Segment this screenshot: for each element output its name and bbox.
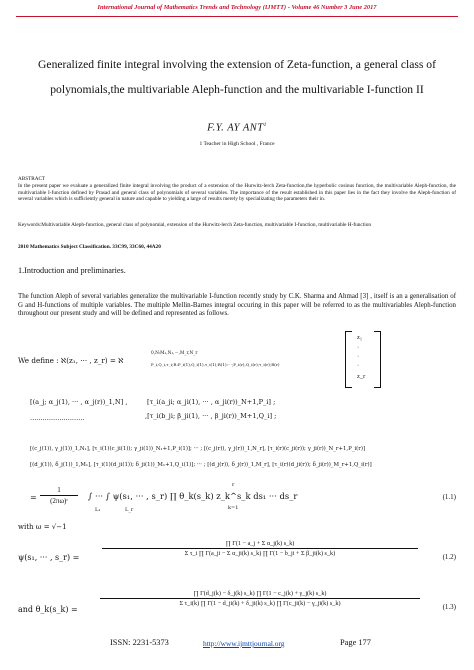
paper-title bbox=[18, 52, 456, 102]
definition-text: We define : ℵ(z₁, ··· , z_r) = ℵ bbox=[18, 356, 124, 365]
eq-1-1-body: ∫ ··· ∫ ψ(s₁, ··· , s_r) ∏ θ_k(s_k) z_k^s_k ds₁ ··· ds_r bbox=[88, 491, 298, 501]
eq-1-1-product-lower: k=1 bbox=[228, 505, 239, 511]
fraction-bar bbox=[102, 548, 418, 549]
vector-dot: · bbox=[357, 362, 360, 369]
vector-top: z₁ bbox=[357, 334, 363, 341]
param-row-2-right: ,[τ_i(b_ji; β_ji(1), ··· , β_ji(r))_M+1,Q_i] ; bbox=[145, 412, 277, 420]
author-name bbox=[0, 122, 474, 134]
section-heading: 1.Introduction and preliminaries. bbox=[18, 266, 126, 275]
abstract-text: In the present paper we evaluate a generalized finite integral involving the product of a extension of the Hurwitz-lerch Zeta-function,the hyperbolic cosinus function, the multivariable Aleph-function, the multivariable I-function defined by Prasad and general class of polynomials of several variables. The importance of the result established in this paper lies in the fact they involve the Aleph-function of several variables which is sufficiently general in nature and capable to yielding a large of results merely by specializating the parameters their in. bbox=[18, 183, 456, 203]
author-superscript: 1 bbox=[263, 122, 267, 128]
fraction-bar bbox=[100, 598, 420, 599]
vector-left-bracket bbox=[345, 331, 352, 388]
eq-1-1-coef-numerator: 1 bbox=[57, 486, 61, 494]
eq-1-2-lhs: ψ(s₁, ··· , s_r) = bbox=[18, 553, 80, 562]
eq-1-2-denominator: Σ τ_i ∏ Γ(a_ji − Σ α_ji(k) s_k) ∏ Γ(1 − b_ji + Σ β_ji(k) s_k) bbox=[184, 550, 336, 557]
eq-1-1-lower-limit-1: L₁ bbox=[95, 507, 101, 513]
paper-title-line-2: polynomials,the multivariable Aleph-function and the multivariable I-function II bbox=[50, 83, 424, 96]
eq-1-1-coef-denominator: (2πω)ʳ bbox=[50, 497, 68, 505]
eq-1-3-fraction bbox=[100, 590, 420, 607]
eq-1-2-numerator: ∏ Γ(1 − a_j + Σ α_j(k) s_k) bbox=[225, 540, 295, 547]
equation-number-1-3: (1.3) bbox=[442, 603, 456, 611]
variable-vector bbox=[345, 331, 381, 386]
footer-page-number: Page 177 bbox=[340, 638, 371, 647]
eq-1-3-numerator: ∏ Γ(d_j(k) − δ_j(k) s_k) ∏ Γ(1 − c_j(k) + γ_j(k) s_k) bbox=[193, 590, 327, 597]
footer-website-link[interactable]: http://www.ijmttjournal.org bbox=[203, 639, 285, 648]
param-row-1-left: [(a_j; α_j(1), ··· , α_j(r))_1,N] , bbox=[30, 398, 128, 406]
eq-1-1-coefficient bbox=[40, 486, 78, 505]
param-row-2-left: .......................... bbox=[30, 414, 85, 422]
equation-number-1-1: (1.1) bbox=[442, 493, 456, 501]
eq-1-1-product-upper: r bbox=[232, 482, 235, 488]
eq-1-3-lhs: and θ_k(s_k) = bbox=[18, 605, 78, 614]
footer-issn: ISSN: 2231-5373 bbox=[110, 638, 169, 647]
definition-superscript: 0,N:M₁,N₁,···,M_r,N_r bbox=[151, 351, 198, 356]
abstract-heading: ABSTRACT bbox=[18, 176, 46, 182]
header-rule bbox=[16, 16, 458, 17]
vector-dot: · bbox=[357, 344, 360, 351]
author-name-text: F.Y. AY ANT bbox=[207, 122, 264, 134]
param-row-4: [(d_j(1)), δ_j(1))_1,M₁], [τ_i(1)(d_ji(1)); δ_ji(1))_M₁+1,Q_i(1)]; ··· ; [(d_j(r)), δ_j(r))_1,M_r], [τ_i(r)(d_ji(r)); δ_ji(r))_M_r+1,Q_i(r)] bbox=[30, 462, 372, 468]
eq-1-3-denominator: Σ τ_i(k) ∏ Γ(1 − d_ji(k) + δ_ji(k) s_k) ∏ Γ(c_ji(k) − γ_ji(k) s_k) bbox=[179, 600, 341, 607]
omega-definition: with ω = √−1 bbox=[18, 523, 67, 531]
equation-number-1-2: (1.2) bbox=[442, 553, 456, 561]
msc-classification: 2010 Mathematics Subject Classification. 33C99, 33C60, 44A20 bbox=[18, 244, 161, 250]
param-row-3: [(c_j(1)), γ_j(1))_1,N₁], [τ_i(1)(c_ji(1)); γ_ji(1))_N₁+1,P_i(1)]; ··· ; [(c_j(r)), γ_j(r))_1,N_r], [τ_i(r)(c_ji(r)); γ_ji(r))_N_r+1,P_i(r)] bbox=[30, 446, 366, 452]
fraction-bar bbox=[40, 495, 78, 496]
author-affiliation: 1 Teacher in High School , France bbox=[199, 141, 275, 147]
journal-header: International Journal of Mathematics Trends and Technology (IJMTT) - Volume 46 Number 3 June 2017 bbox=[97, 4, 377, 11]
vector-bottom: z_r bbox=[357, 373, 366, 380]
equals-sign: = bbox=[30, 493, 37, 502]
eq-1-1-lower-limit-r: L_r bbox=[125, 507, 134, 513]
eq-1-2-fraction bbox=[102, 540, 418, 557]
keywords: Keywords:Multivariable Aleph-function, general class of polynomial, extension of the Hurwitz-lerch Zeta-function, multivariable I-function, multivariable H-function bbox=[18, 222, 372, 228]
intro-paragraph: The function Aleph of several variables generalize the multivariable I-function recently study by C.K. Sharma and Ahmad [3] , itself is an a generalisation of G and H-functions of multiple variables. The multiple Mellin-Barnes integral occuring in this paper will be referred to as the multivariables Aleph-function throughout our present study and will be defined and represented as follows. bbox=[18, 293, 456, 318]
definition-subscript: P_i,Q_i,τ_i;R:P_i(1),Q_i(1),τ_i(1);R(1):···;P_i(r),Q_i(r);τ_i(r);R(r) bbox=[151, 362, 280, 367]
paper-title-line-1: Generalized finite integral involving the extension of Zeta-function, a general class of bbox=[38, 58, 436, 71]
vector-dot: · bbox=[357, 353, 360, 360]
param-row-1-right: [τ_i(a_ji; α_ji(1), ··· , α_ji(r))_N+1,P_i] ; bbox=[147, 398, 276, 406]
vector-right-bracket bbox=[374, 331, 381, 388]
definition-label bbox=[18, 356, 124, 365]
